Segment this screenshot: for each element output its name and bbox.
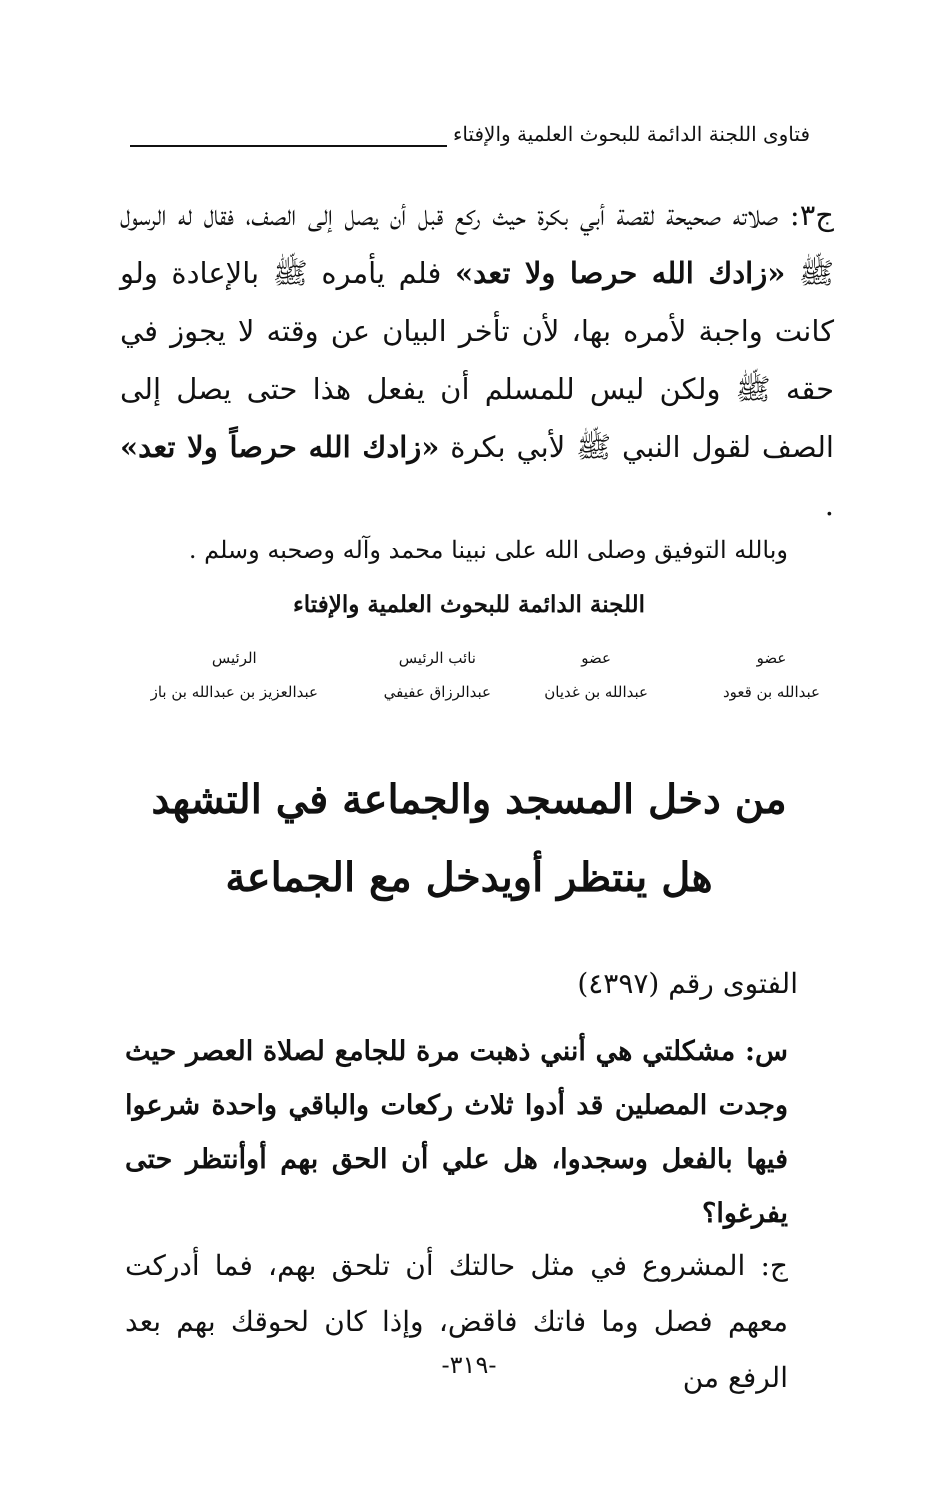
answer-3-quote-2: «زادك الله حرصاً ولا تعد»	[120, 430, 440, 464]
page-number: -٣١٩-	[441, 1351, 497, 1379]
signatory-name: عبدالله بن قعود	[722, 683, 820, 701]
closing-prayer: وبالله التوفيق وصلى الله على نبينا محمد وآله وصحبه وسلم .	[188, 536, 788, 564]
signatory-role: عضو	[581, 649, 611, 667]
signatory-president	[151, 648, 318, 702]
question-paragraph: س: مشكلتي هي أنني ذهبت مرة للجامع لصلاة العصر حيث وجدت المصلين قد أدوا ثلاث ركعات والباقي واحدة شرعوا فيها بالفعل وسجدوا، هل علي أن الحق بهم أوأنتظر حتى يفرغوا؟	[125, 1036, 788, 1229]
section-heading-line-2: هل ينتظر أويدخل مع الجماعة	[225, 854, 713, 901]
committee-name: اللجنة الدائمة للبحوث العلمية والإفتاء	[292, 591, 646, 618]
signatory-name: عبدالعزيز بن عبدالله بن باز	[150, 683, 318, 701]
signatory-member-2	[544, 648, 648, 702]
header-title: فتاوى اللجنة الدائمة للبحوث العلمية والإفتاء	[447, 120, 810, 148]
signatory-vice-president	[384, 648, 491, 702]
section-heading-line-1: من دخل المسجد والجماعة في التشهد	[151, 776, 787, 823]
signatory-role: الرئيس	[211, 649, 257, 667]
answer-paragraph: ج: المشروع في مثل حالتك أن تلحق بهم، فما أدركت معهم فصل وما فاتك فاقض، وإذا كان لحوقك بهم بعد الرفع من	[125, 1249, 788, 1394]
answer-3-suffix: .	[824, 488, 834, 522]
answer-3-quote-1: «زادك الله حرصا ولا تعد»	[455, 256, 786, 290]
signatory-role: عضو	[756, 649, 787, 667]
answer-3-middle: فلم يأمره ﷺ بالإعادة ولو كانت واجبة لأمره بها، لأن تأخر البيان عن وقته لا يجوز في حقه ﷺ ولكن ليس للمسلم أن يفعل هذا حتى يصل إلى الصف لقول النبي ﷺ لأبي بكرة	[120, 256, 834, 464]
answer-3-prefix: ج٣: صلاته صحيحة لقصة أبي بكرة حيث ركع قبل أن يصل إلى الصف، فقال له الرسول ﷺ	[120, 198, 834, 290]
signatory-name: عبدالرزاق عفيفي	[383, 683, 491, 701]
running-header	[130, 118, 810, 154]
fatwa-number: الفتوى رقم (٤٣٩٧)	[577, 967, 798, 1000]
answer-3-paragraph	[120, 186, 834, 534]
signatory-member-1	[723, 648, 820, 702]
signatory-name: عبدالله بن غديان	[544, 683, 648, 701]
signatory-role: نائب الرئيس	[398, 649, 476, 667]
